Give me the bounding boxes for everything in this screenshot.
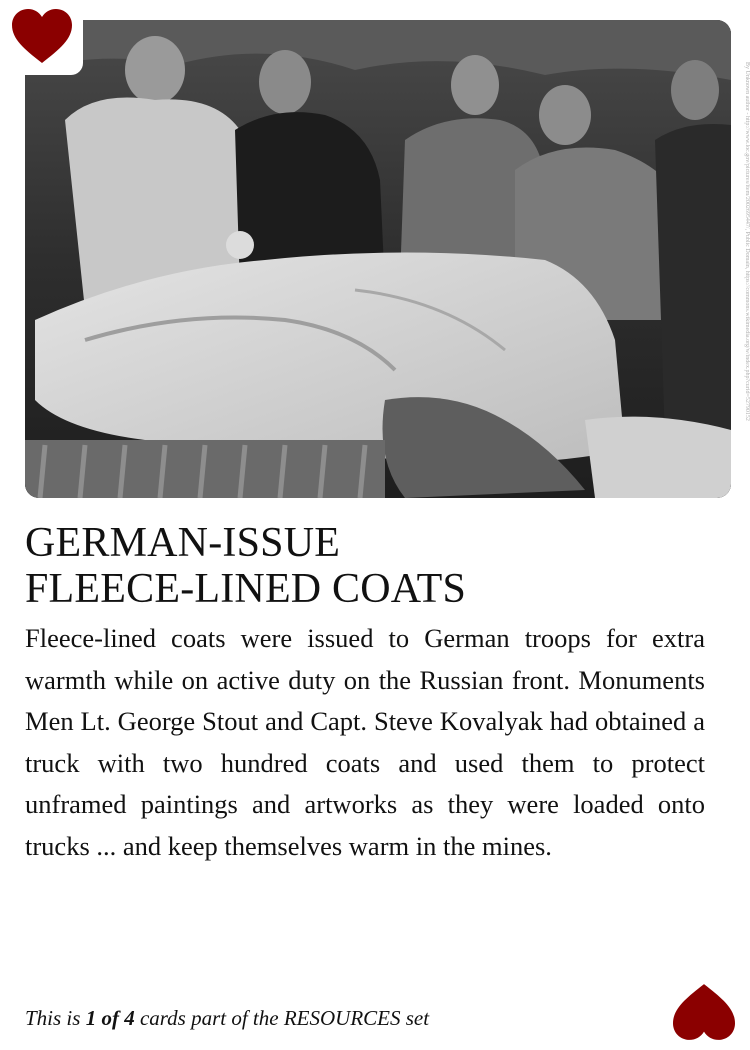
set-info-suffix: cards part of the RESOURCES set — [134, 1006, 430, 1030]
set-info-count: 1 of 4 — [85, 1006, 135, 1030]
heart-icon — [673, 984, 735, 1042]
suit-badge-top — [0, 0, 83, 75]
card-title — [25, 520, 725, 612]
set-info — [25, 1006, 429, 1031]
heart-icon — [12, 9, 72, 65]
photo-illustration — [25, 20, 731, 498]
suit-badge-bottom — [673, 984, 735, 1042]
set-info-prefix: This is — [25, 1006, 86, 1030]
card-photo — [25, 20, 731, 498]
card-description: Fleece-lined coats were issued to German troops for extra warmth while on active duty on the Russian front. Monuments Men Lt. George Stout and Capt. Steve Kovalyak had obtained a truck with two hundred coats and used them to protect unframed paintings and artworks as they were loaded onto trucks ... and keep themselves warm in the mines. — [25, 623, 705, 861]
card-title-line-1: GERMAN-ISSUE — [25, 520, 341, 566]
photo-credit: By Unknown author - http://www.loc.gov/pictures/item/2002695447/, Public Domain, https://commons.wikimedia.org/w/index.php?curid=52790152 — [744, 62, 750, 421]
card-title-line-2: FLEECE-LINED COATS — [25, 566, 467, 612]
